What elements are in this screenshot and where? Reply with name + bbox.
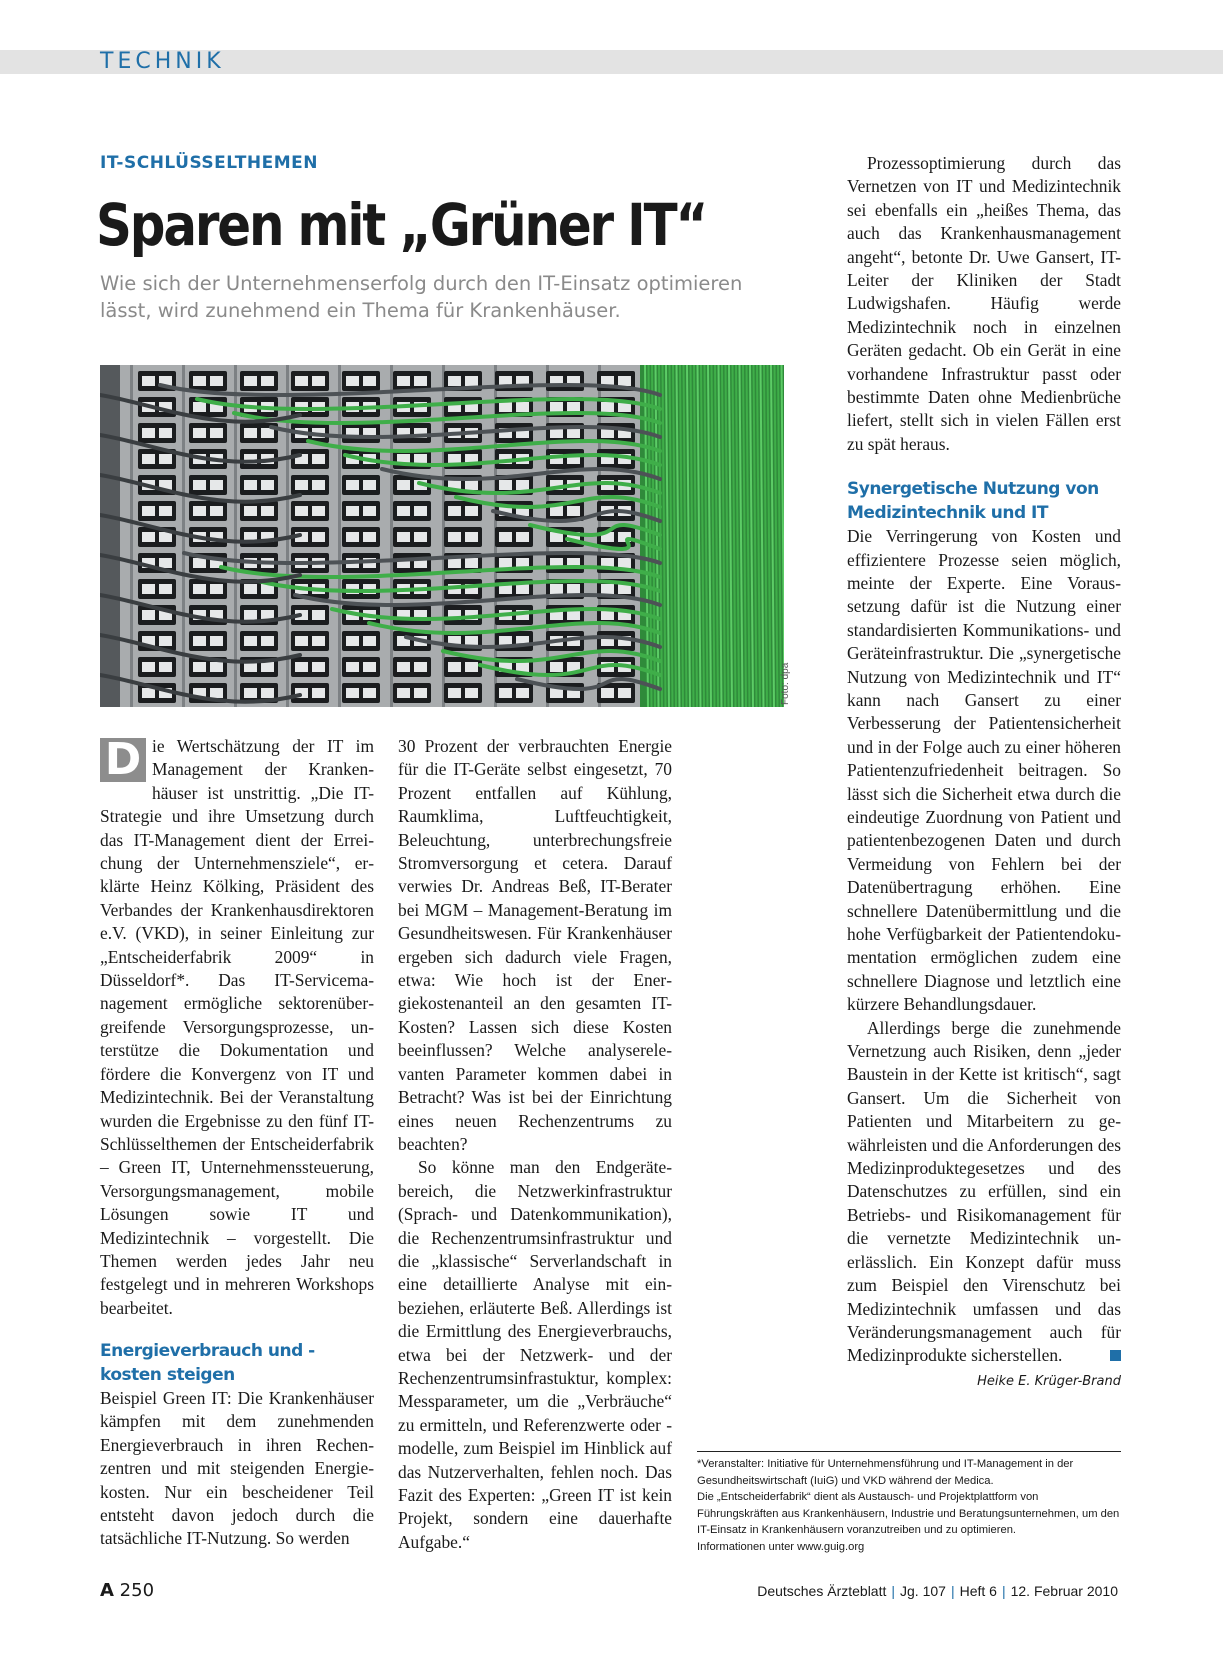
port-jack: [142, 688, 155, 698]
end-mark-icon: [1110, 1350, 1121, 1361]
port-jack: [261, 636, 274, 646]
article-photo: [100, 365, 784, 707]
port-jack: [618, 376, 631, 386]
port-jack: [346, 636, 359, 646]
port-jack: [397, 532, 410, 542]
port-jack: [516, 480, 529, 490]
port-jack: [312, 454, 325, 464]
port-jack: [210, 428, 223, 438]
port-jack: [618, 558, 631, 568]
port-jack: [414, 506, 427, 516]
port-jack: [244, 506, 257, 516]
port-jack: [567, 428, 580, 438]
port-jack: [244, 376, 257, 386]
port-jack: [499, 480, 512, 490]
headline: Sparen mit „Grüner IT“: [96, 191, 707, 259]
port-jack: [261, 480, 274, 490]
port-jack: [601, 688, 614, 698]
port-jack: [397, 506, 410, 516]
port-jack: [550, 584, 563, 594]
port-jack: [414, 376, 427, 386]
panel-rail: [338, 365, 341, 707]
journal-issue: Heft 6: [959, 1583, 997, 1599]
port-jack: [210, 584, 223, 594]
paragraph-intro: [100, 735, 374, 1320]
journal-footer: Deutsches Ärzteblatt | Jg. 107 | Heft 6 | 12. Februar 2010: [757, 1583, 1118, 1599]
port-jack: [414, 662, 427, 672]
dek: Wie sich der Unternehmenserfolg durch den IT-Einsatz optimieren lässt, wird zunehmend ein Thema für Krankenhäuser.: [100, 272, 743, 322]
port-jack: [312, 688, 325, 698]
port-jack: [142, 428, 155, 438]
port-jack: [346, 688, 359, 698]
port-jack: [244, 428, 257, 438]
port-jack: [261, 662, 274, 672]
port-jack: [516, 688, 529, 698]
port-jack: [312, 636, 325, 646]
page-number-value: 250: [119, 1580, 155, 1601]
footnote-line-3: Informationen unter www.guig.org: [697, 1540, 865, 1553]
subheading-energy: Energieverbrauch und -kosten steigen: [100, 1341, 315, 1385]
footnote-line-2: Die „Entscheiderfabrik“ dient als Austausch- und Projektplattform von Führungskräften aus Krankenhäusern, Industrie und Beratungsunternehmen, um den IT-Einsatz in Krankenhäusern voranzutreiben und zu optimieren.: [697, 1491, 1120, 1537]
port-jack: [567, 506, 580, 516]
port-jack: [193, 480, 206, 490]
paragraph-risks-text: Allerdings berge die zunehmende Vernetzung auch Risiken, denn „jeder Baustein in der Kette ist kritisch“, sagt Gansert. Um die Sicherheit von Patienten und Mitarbeitern zu gewährleisten und die Anforderungen des Medizinproduktegesetzes und des Datenschutzes zu erfüllen, sind ein Betriebs- und Risikomanagement für die vernetzte Medizintechnik unerlässlich. Ein Konzept dafür muss zum Beispiel den Virenschutz bei Medizintechnik umfassen und das Veränderungsmanagement auch für Medizinprodukte sicherstellen.: [847, 1017, 1121, 1366]
port-jack: [159, 532, 172, 542]
paragraph-green-it: Beispiel Green IT: Die Krankenhäuser kämpfen mit dem zunehmenden Energieverbrauch in ihren Rechenzentren und mit steigenden Energiekosten. Nur ein bescheidener Teil entsteht davon jedoch durch die tatsächliche IT-Nutzung. So werden: [100, 1387, 374, 1549]
port-jack: [346, 506, 359, 516]
port-jack: [159, 584, 172, 594]
paragraph-intro-text: ie Wertschätzung der IT im Management der Krankenhäuser ist unstrittig. „Die IT-Strategie und ihre Umsetzung durch das IT-Management dient der Erreichung der Unternehmensziele“, erklärte Heinz Kölking, Präsident des Verbandes der Krankenhausdirektoren e.V. (VKD), in seiner Einleitung zur „Entscheiderfabrik 2009“ in Düsseldorf*. Das IT-Servicemanagement ermögliche sektorenübergreifende Versorgungsprozesse, unterstütze die Dokumentation und fördere die Konvergenz von IT und Medizintechnik. Bei der Veranstaltung wurden die Ergebnisse zu den fünf IT-Schlüsselthemen der Entscheiderfabrik – Green IT, Unternehmenssteuerung, Versorgungsmanagement, mobile Lösungen sowie IT und Medizintechnik – vorgestellt. Die Themen werden jedes Jahr neu festgelegt und in mehreren Workshops bearbeitet.: [100, 736, 374, 1318]
paragraph-energy-share: 30 Prozent der verbrauchten Energie für die IT-Geräte selbst eingesetzt, 70 Prozent entfallen auf Kühlung, Raumklima, Luftfeuchtigkeit, Beleuchtung, unterbrechungsfreie Stromversorgung et cetera. Darauf verwies Dr. Andreas Beß, IT-Berater bei MGM – Management-Beratung im Gesundheitswesen. Für Krankenhäuser ergeben sich dadurch viele Fragen, etwa: Wie hoch ist der Energiekostenanteil an den gesamten IT-Kosten? Lassen sich diese Kosten beeinflussen? Welche analyserelevanten Parameter kommen dabei in Betracht? Was ist bei der Einrichtung eines neuen Rechenzentrums zu beachten?: [398, 736, 672, 1154]
port-jack: [397, 480, 410, 490]
port-jack: [516, 402, 529, 412]
port-jack: [193, 584, 206, 594]
port-jack: [261, 428, 274, 438]
port-jack: [210, 688, 223, 698]
port-jack: [142, 506, 155, 516]
port-jack: [465, 558, 478, 568]
port-jack: [261, 376, 274, 386]
port-jack: [244, 688, 257, 698]
port-jack: [312, 480, 325, 490]
port-jack: [601, 584, 614, 594]
subheading-synergy: Synergetische Nutzung von Medizintechnik und IT: [847, 479, 1099, 523]
port-jack: [448, 558, 461, 568]
port-jack: [244, 636, 257, 646]
port-jack: [448, 662, 461, 672]
paragraph-analysis: So könne man den Endgerätebereich, die Netzwerkinfrastruktur (Sprach- und Datenkommunikation), die Rechenzentrumsinfrastruktur und die „klassische“ Serverlandschaft in eine detaillierte Analyse mit einbeziehen, erläuterte Beß. Allerdings ist die Ermittlung des Energieverbrauchs, etwa bei der Netzwerk- und der Rechenzentrumsinfrastuktur, komplex: Messparameter, um die „Verbräuche“ zu ermitteln, und Referenzwerte oder -modelle, zum Beispiel im Hinblick auf das Nutzerverhalten, fehlen noch. Das Fazit des Experten: „Green IT ist kein Projekt, sondern eine dauerhafte Aufgabe.“: [398, 1157, 672, 1552]
port-jack: [193, 662, 206, 672]
port-jack: [516, 584, 529, 594]
port-jack: [448, 506, 461, 516]
port-jack: [193, 506, 206, 516]
page-prefix: A: [100, 1580, 114, 1601]
port-jack: [295, 506, 308, 516]
paragraph-risks: [847, 1017, 1121, 1368]
port-jack: [261, 688, 274, 698]
port-jack: [499, 532, 512, 542]
journal-date: 12. Februar 2010: [1010, 1583, 1118, 1599]
port-jack: [448, 376, 461, 386]
port-jack: [499, 558, 512, 568]
port-jack: [244, 610, 257, 620]
port-jack: [244, 584, 257, 594]
port-jack: [397, 662, 410, 672]
paragraph-synergy: Die Verringerung von Kosten und effizientere Prozesse seien möglich, meinte der Experte. Eine Voraussetzung dafür ist die Nutzung einer standardisierten Kommunikations- und Geräteinfrastruktur. Die „synergetische Nutzung von Medizintechnik und IT“ kann nach Gansert zu einer Verbesserung der Patientensicherheit und in der Folge auch zu einer höheren Patientenzufriedenheit beitragen. So lässt sich die Sicherheit etwa durch die eindeutige Zuordnung von Patient und patientenbezogenen Daten und durch Vermeidung von Fehlern bei der Datenübertragung erhöhen. Eine schnellere Datenübermittlung und die hohe Verfügbarkeit der Patientendokumentation ermöglichen zudem eine schnellere Diagnose und letztlich eine kürzere Behandlungsdauer.: [847, 526, 1121, 1015]
port-jack: [448, 688, 461, 698]
port-jack: [397, 688, 410, 698]
port-jack: [567, 402, 580, 412]
port-jack: [159, 662, 172, 672]
port-jack: [210, 662, 223, 672]
column-1: [100, 735, 374, 1551]
port-jack: [312, 662, 325, 672]
port-jack: [295, 636, 308, 646]
port-jack: [159, 636, 172, 646]
port-jack: [550, 402, 563, 412]
port-jack: [550, 506, 563, 516]
patch-panel-photo: [100, 365, 784, 707]
port-jack: [516, 662, 529, 672]
port-jack: [193, 636, 206, 646]
port-jack: [363, 376, 376, 386]
photo-credit: Foto: dpa: [780, 662, 791, 705]
column-3: [847, 152, 1121, 1392]
port-jack: [193, 558, 206, 568]
port-jack: [516, 532, 529, 542]
port-jack: [346, 376, 359, 386]
port-jack: [142, 584, 155, 594]
port-jack: [244, 480, 257, 490]
port-jack: [363, 688, 376, 698]
port-jack: [312, 532, 325, 542]
port-jack: [346, 532, 359, 542]
port-jack: [363, 662, 376, 672]
footnote: [697, 1456, 1121, 1556]
port-jack: [550, 662, 563, 672]
port-jack: [142, 532, 155, 542]
port-jack: [312, 610, 325, 620]
paragraph-process: Prozessoptimierung durch das Vernetzen von IT und Medizintechnik sei ebenfalls ein „heißes Thema, das auch das Krankenhausmanagement angeht“, betonte Dr. Uwe Gansert, IT-Leiter der Kliniken der Stadt Ludwigshafen. Häufig werde Medizintechnik noch in einzelnen Geräten gedacht. Ob ein Gerät in eine vorhandene Infrastruktur passt oder bestimmte Daten ohne Medienbrüche liefert, stellt sich in vielen Fällen erst zu spät heraus.: [847, 153, 1121, 454]
port-jack: [295, 376, 308, 386]
port-jack: [295, 662, 308, 672]
port-jack: [363, 480, 376, 490]
author: Heike E. Krüger-Brand: [977, 1373, 1121, 1389]
page-number: [100, 1580, 154, 1601]
port-jack: [567, 584, 580, 594]
port-jack: [159, 558, 172, 568]
port-jack: [363, 532, 376, 542]
port-jack: [210, 506, 223, 516]
port-jack: [363, 506, 376, 516]
port-jack: [465, 506, 478, 516]
port-jack: [193, 402, 206, 412]
port-jack: [414, 532, 427, 542]
port-jack: [346, 480, 359, 490]
panel-rail: [130, 365, 133, 707]
port-jack: [193, 376, 206, 386]
port-jack: [465, 376, 478, 386]
port-jack: [210, 636, 223, 646]
port-jack: [499, 402, 512, 412]
port-jack: [465, 688, 478, 698]
port-jack: [414, 688, 427, 698]
port-jack: [193, 428, 206, 438]
port-jack: [312, 376, 325, 386]
port-jack: [499, 688, 512, 698]
port-jack: [142, 610, 155, 620]
port-jack: [312, 506, 325, 516]
footnote-line-1: *Veranstalter: Initiative für Unternehmensführung und IT-Management in der Gesundheitswirtschaft (IuiG) und VKD während der Medica.: [697, 1458, 1074, 1487]
port-jack: [465, 480, 478, 490]
port-jack: [601, 402, 614, 412]
dropcap: D: [100, 738, 146, 782]
journal-volume: Jg. 107: [900, 1583, 946, 1599]
port-jack: [295, 480, 308, 490]
journal-name: Deutsches Ärzteblatt: [757, 1583, 887, 1599]
port-jack: [346, 662, 359, 672]
port-jack: [363, 636, 376, 646]
port-jack: [159, 428, 172, 438]
footnote-rule: [697, 1451, 1121, 1452]
panel-rail: [234, 365, 237, 707]
port-jack: [210, 480, 223, 490]
column-2: [398, 735, 672, 1554]
port-jack: [261, 506, 274, 516]
port-jack: [142, 662, 155, 672]
port-jack: [448, 532, 461, 542]
port-jack: [618, 688, 631, 698]
panel-rail: [390, 365, 393, 707]
port-jack: [465, 532, 478, 542]
port-jack: [210, 376, 223, 386]
kicker: IT-SCHLÜSSELTHEMEN: [100, 153, 319, 173]
port-jack: [142, 376, 155, 386]
port-jack: [414, 454, 427, 464]
port-jack: [159, 506, 172, 516]
port-jack: [465, 662, 478, 672]
port-jack: [159, 454, 172, 464]
port-jack: [142, 454, 155, 464]
port-jack: [397, 376, 410, 386]
section-label: TECHNIK: [100, 49, 225, 74]
